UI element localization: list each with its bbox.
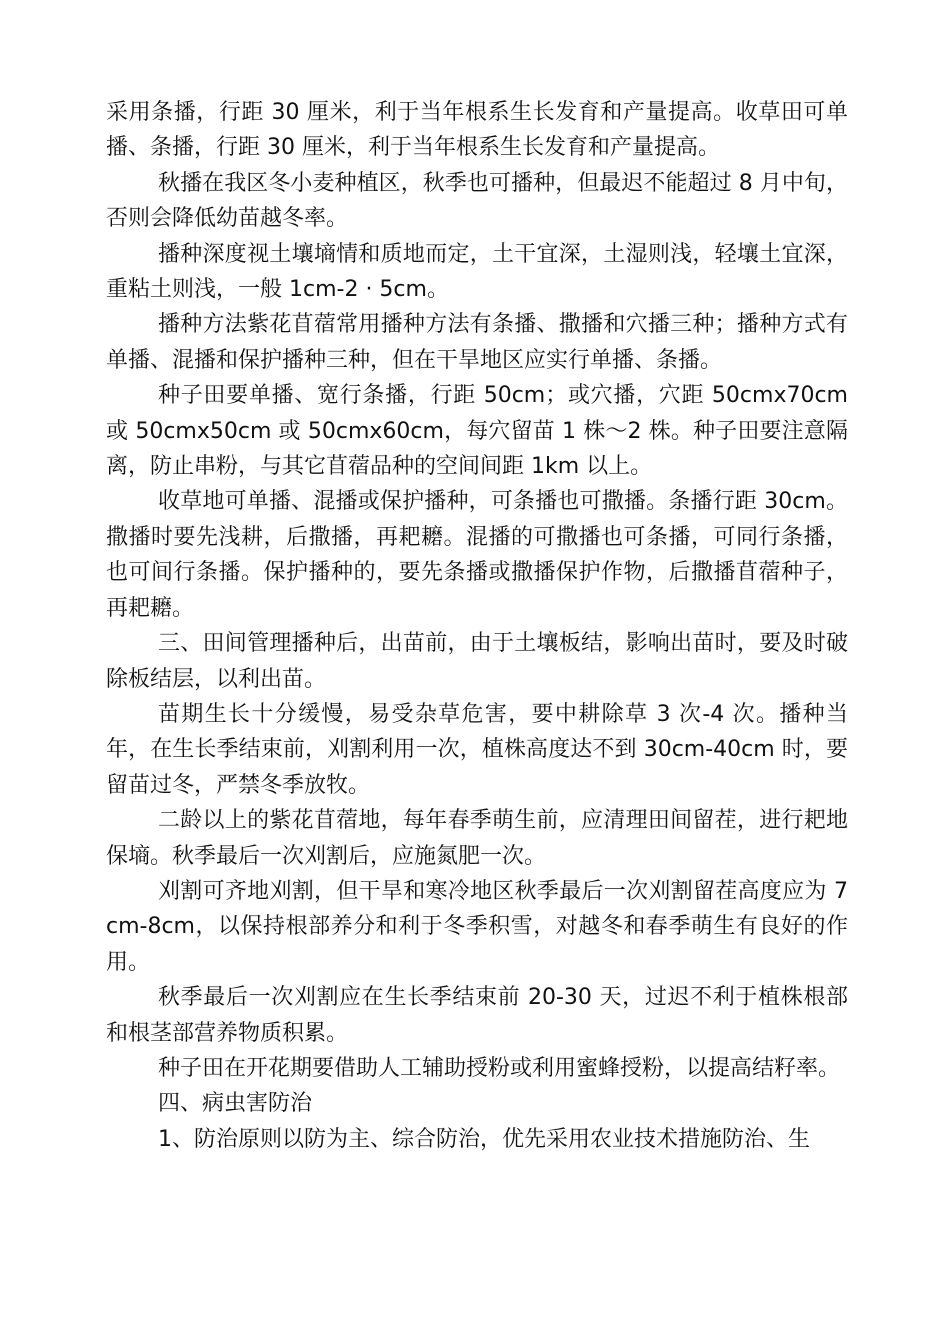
paragraph-seed-field: 种子田要单播、宽行条播，行距 50cm；或穴播，穴距 50cmx70cm 或 50cmx50cm 或 50cmx60cm，每穴留苗 1 株～2 株。种子田要注意隔离，防止串粉，与其它苜蓿品种的空间间距 1km 以上。 <box>106 383 848 480</box>
paragraph-seedling-stage: 苗期生长十分缓慢，易受杂草危害，要中耕除草 3 次-4 次。播种当年，在生长季结束前，刈割利用一次，植株高度达不到 30cm-40cm 时，要留苗过冬，严禁冬季放牧。 <box>106 701 848 798</box>
section-heading-pest-control: 四、病虫害防治 <box>158 1091 313 1117</box>
paragraph-control-principle: 1、防治原则以防为主、综合防治，优先采用农业技术措施防治、生 <box>158 1126 810 1152</box>
paragraph-hay-field: 收草地可单播、混播或保护播种，可条播也可撒播。条播行距 30cm。撒播时要先浅耕，后撒播，再耙耱。混播的可撒播也可条播，可同行条播，也可间行条播。保护播种的，要先条播或撒播保护作物，后撒播苜蓿种子，再耙耱。 <box>106 489 848 621</box>
paragraph-autumn-mowing: 秋季最后一次刈割应在生长季结束前 20-30 天，过迟不利于植株根部和根茎部营养物质积累。 <box>106 985 848 1046</box>
paragraph-field-management: 三、田间管理播种后，出苗前，由于土壤板结，影响出苗时，要及时破除板结层，以利出苗。 <box>106 631 848 692</box>
paragraph-sowing-depth: 播种深度视土壤墒情和质地而定，土干宜深，土湿则浅，轻壤土宜深，重粘土则浅，一般 1cm-2 · 5cm。 <box>106 241 848 303</box>
paragraph-autumn-sowing: 秋播在我区冬小麦种植区，秋季也可播种，但最迟不能超过 8 月中旬，否则会降低幼苗越冬率。 <box>106 170 848 232</box>
paragraph-sowing-intro: 采用条播，行距 30 厘米，利于当年根系生长发育和产量提高。收草田可单播、条播，行距 30 厘米，利于当年根系生长发育和产量提高。 <box>106 100 848 161</box>
paragraph-second-year: 二龄以上的紫花苜蓿地，每年春季萌生前，应清理田间留茬，进行耙地保墒。秋季最后一次刈割后，应施氮肥一次。 <box>106 808 848 869</box>
paragraph-mowing: 刈割可齐地刈割，但干旱和寒冷地区秋季最后一次刈割留茬高度应为 7cm-8cm，以保持根部养分和利于冬季积雪，对越冬和春季萌生有良好的作用。 <box>106 878 848 975</box>
paragraph-sowing-method: 播种方法紫花苜蓿常用播种方法有条播、撒播和穴播三种；播种方式有单播、混播和保护播种三种，但在干旱地区应实行单播、条播。 <box>106 312 848 373</box>
document-body <box>106 95 848 1157</box>
paragraph-pollination: 种子田在开花期要借助人工辅助授粉或利用蜜蜂授粉，以提高结籽率。 <box>158 1055 841 1081</box>
